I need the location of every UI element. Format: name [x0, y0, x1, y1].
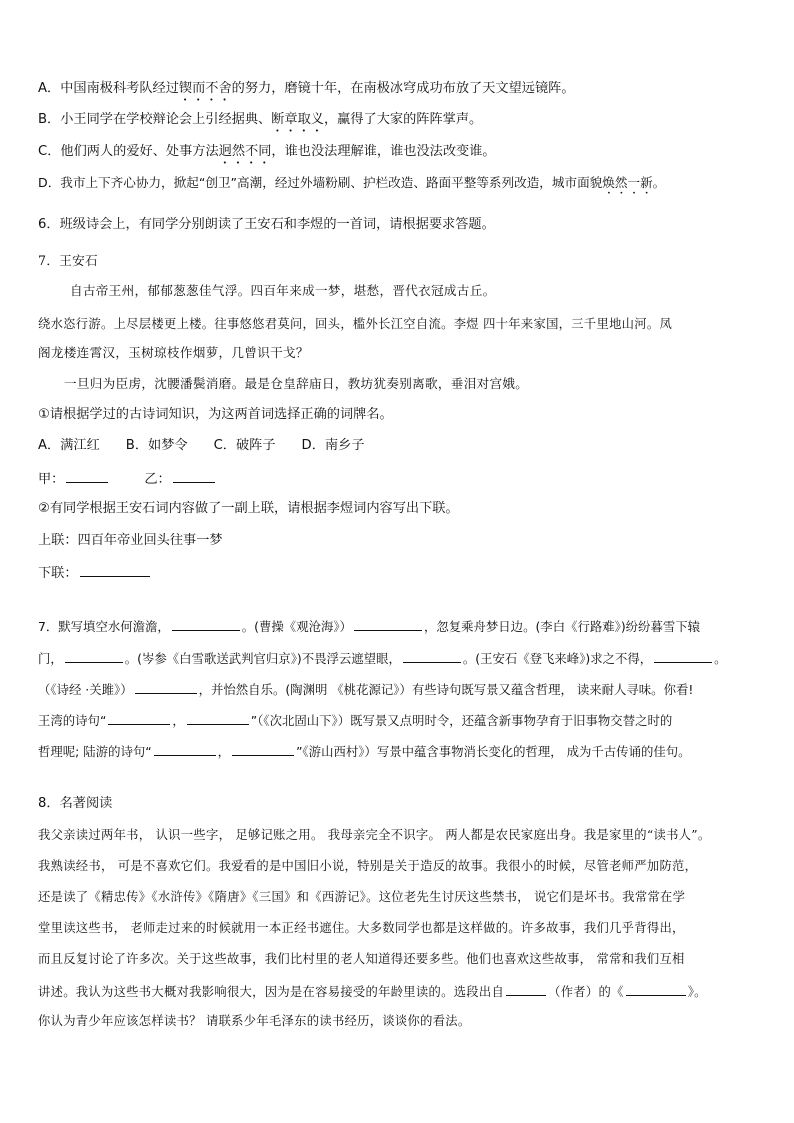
option: D．南乡子	[301, 438, 365, 453]
poem-line: 一旦归为臣虏，沈腰潘鬓消磨。最是仓皇辞庙日，教坊犹奏别离歌，垂泪对宫娥。	[64, 376, 529, 391]
poem-line: 阁龙楼连霄汉，玉树琼枝作烟萝，几曾识干戈？	[38, 345, 309, 360]
blank-book-title[interactable]	[626, 981, 686, 996]
blank[interactable]	[654, 648, 712, 663]
passage-line: 我熟读经书， 可是不喜欢它们。我爱看的是中国旧小说，特别是关于造反的故事。我很小的时候，尽管老师严加防范，	[38, 859, 698, 873]
blank[interactable]	[154, 741, 216, 756]
fill-line-4: 王湾的诗句“ ， ”（《次北固山下》）既写景又点明时令，还蕴含新事物孕育于旧事物交替之时的	[38, 710, 672, 730]
blank[interactable]	[108, 710, 170, 725]
option: A．满江红	[38, 438, 100, 453]
passage-line: 还是读了《精忠传》《水浒传》《隋唐》《三国》和《西游记》。这位老先生讨厌这些禁书， 说它们是坏书。我常常在学	[38, 890, 686, 904]
option: B．如梦令	[125, 438, 188, 453]
q8-prompt: 你认为青少年应该怎样读书？ 请联系少年毛泽东的读书经历，谈谈你的看法。	[38, 1014, 471, 1028]
poem-author-wang: 7．王安石	[38, 253, 98, 268]
q5-option-c: C．他们两人的爱好、处事方法迥然不同，谁也没法理解谁，谁也没法改变谁。	[38, 144, 496, 159]
passage-line: 而且反复讨论了许多次。关于这些故事，我们比村里的老人知道得还要多些。他们也喜欢这些故事， 常常和我们互相	[38, 952, 685, 966]
lower-couplet: 下联：	[38, 562, 152, 583]
blank[interactable]	[65, 648, 123, 663]
blank[interactable]	[172, 616, 240, 631]
blank[interactable]	[187, 710, 249, 725]
answer-line-jia-yi: 甲： 乙：	[38, 468, 217, 489]
fill-line-1: 7．默写填空水何澹澹， 。(曹操《观沧海》） ，忽复乘舟梦日边。(李白《行路难》)纷纷暮雪下辕	[38, 616, 700, 636]
blank-yi[interactable]	[173, 468, 215, 483]
blank[interactable]	[232, 741, 294, 756]
option: C．破阵子	[213, 438, 276, 453]
q8-title: 8．名著阅读	[38, 796, 113, 811]
blank[interactable]	[403, 648, 461, 663]
q5-option-b: B．小王同学在学校辩论会上引经据典、断章取义，赢得了大家的阵阵掌声。	[38, 112, 483, 127]
poem-line: 自古帝王州，郁郁葱葱佳气浮。四百年来成一梦，堪愁，晋代衣冠成古丘。	[70, 283, 496, 298]
blank[interactable]	[354, 616, 422, 631]
q5-option-a: A．中国南极科考队经过锲而不舍的努力，磨镜十年，在南极冰穹成功布放了天文望远镜阵。	[38, 81, 575, 96]
sub-question-2: ②有同学根据王安石词内容做了一副上联，请根据李煜词内容写出下联。	[38, 501, 459, 516]
answer-options	[38, 437, 364, 455]
q6-prompt: 6．班级诗会上，有同学分别朗读了王安石和李煜的一首词，请根据要求答题。	[38, 217, 495, 232]
fill-line-5: 哲理呢; 陆游的诗句“ ， ”《游山西村》）写景中蕴含事物消长变化的哲理， 成为千古传诵的佳句。	[38, 741, 691, 761]
emphasized-word: 断章取义	[271, 112, 324, 127]
q5-option-d: D．我市上下齐心协力，掀起“创卫”高潮，经过外墙粉刷、护栏改造、路面平整等系列改造，城市面貌焕然一新。	[38, 175, 666, 190]
passage-line: 我父亲读过两年书， 认识一些字， 足够记账之用。 我母亲完全不识字。 两人都是农民家庭出身。我是家里的“读书人”。	[38, 828, 711, 842]
passage-line: 堂里读这些书， 老师走过来的时候就用一本正经书遮住。大多数同学也都是这样做的。许多故事，我们几乎背得出，	[38, 921, 685, 935]
sub-question-1: ①请根据学过的古诗词知识，为这两首词选择正确的词牌名。	[38, 407, 393, 422]
passage-line-with-blanks: 讲述。我认为这些书大概对我影响很大，因为是在容易接受的年龄里读的。选段出自 （作者）的《 》。	[38, 981, 707, 1001]
emphasized-word: 迥然不同	[218, 144, 272, 159]
fill-line-2: 门， 。(岑参《白雪歌送武判官归京》)不畏浮云遮望眼， 。(王安石《登飞来峰》)求之不得， 。	[38, 648, 727, 668]
blank[interactable]	[135, 679, 197, 694]
blank-author[interactable]	[506, 981, 546, 996]
poem-line: 绕水恣行游。上尽层楼更上楼。往事悠悠君莫问，回头，槛外长江空自流。李煜 四十年来家国，三千里地山河。凤	[38, 317, 673, 331]
emphasized-word: 焕然一新	[602, 175, 653, 190]
fill-line-3: （《诗经 ·关雎》） ，并怡然自乐。(陶渊明 《桃花源记》）有些诗句既写景又蕴含哲理， 读来耐人寻味。你看!	[38, 679, 693, 699]
blank-lower-couplet[interactable]	[80, 562, 150, 577]
emphasized-word: 锲而不舍	[178, 81, 232, 96]
upper-couplet: 上联：四百年帝业回头往事一梦	[38, 533, 223, 548]
blank-jia[interactable]	[66, 468, 108, 483]
